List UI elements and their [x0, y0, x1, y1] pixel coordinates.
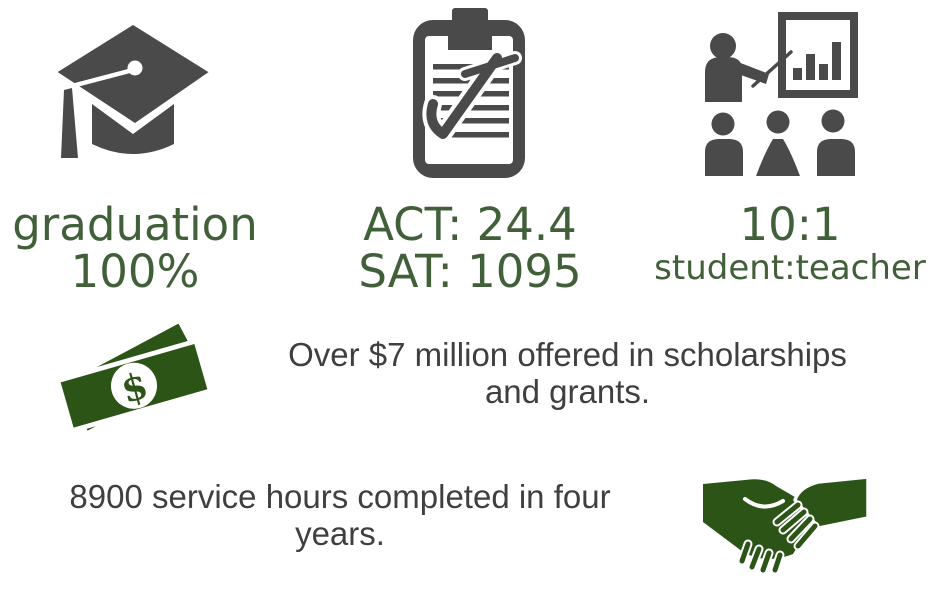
stat-column-ratio [650, 0, 930, 300]
stat-text-ratio [650, 198, 930, 288]
stat-text-graduation [0, 198, 270, 298]
stat-column-graduation [0, 0, 270, 300]
stat-ratio-value: 10:1 [739, 198, 841, 251]
stat-sat-score: SAT: 1095 [358, 245, 582, 298]
scholarship-line-1: Over $7 million offered in scholarships [288, 336, 847, 373]
dollar-sign: $ [116, 363, 153, 412]
stat-label: graduation [12, 198, 258, 251]
handshake-icon [703, 472, 868, 577]
scholarship-text [240, 336, 895, 410]
service-hours-text [5, 478, 675, 552]
stat-value: 100% [70, 245, 200, 298]
money-bills-icon [48, 310, 220, 452]
stat-column-test-scores [335, 0, 605, 300]
stat-act-score: ACT: 24.4 [363, 198, 577, 251]
stat-text-test-scores [335, 198, 605, 298]
scholarship-line-2: and grants. [484, 373, 651, 410]
service-line-1: 8900 service hours completed in four [69, 478, 611, 515]
stat-ratio-label: student:teacher [654, 248, 926, 288]
service-line-2: years. [295, 515, 385, 552]
